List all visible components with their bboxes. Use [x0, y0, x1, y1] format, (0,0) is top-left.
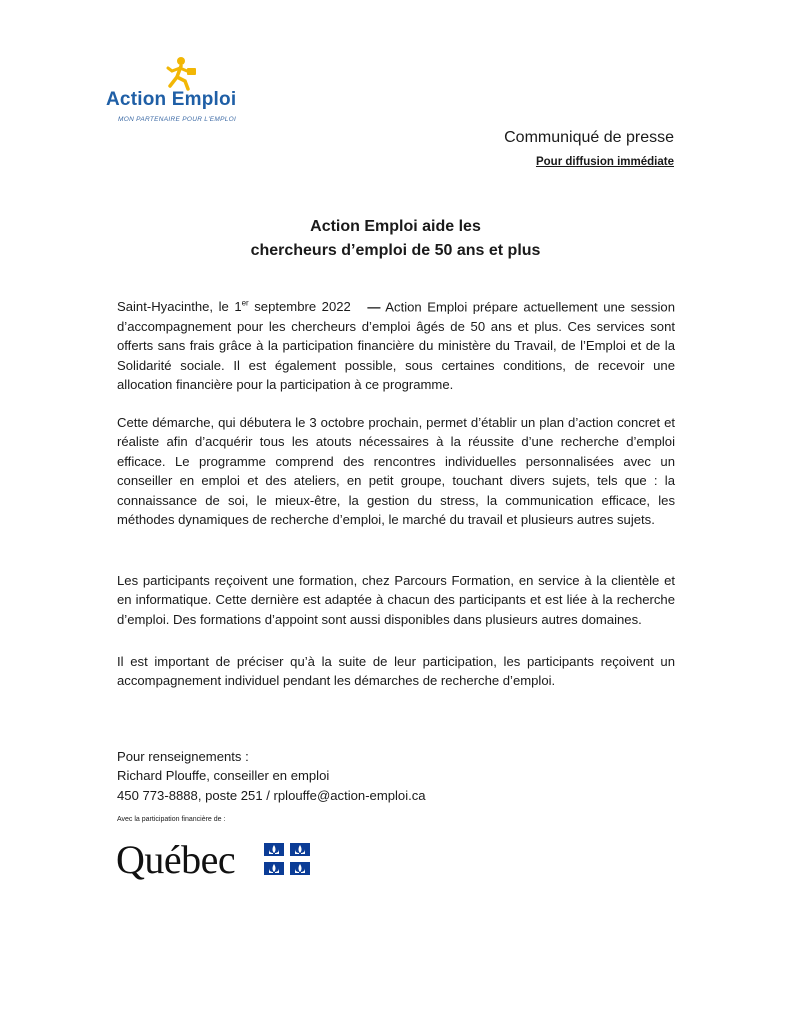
contact-block — [117, 747, 675, 805]
contact-phone-email: 450 773-8888, poste 251 / rplouffe@action-emploi.ca — [117, 787, 426, 803]
paragraph-2: Cette démarche, qui débutera le 3 octobre prochain, permet d’établir un plan d’action concret et réaliste afin d’acquérir tous les atouts nécessaires à la réussite d’une recherche d’emploi efficace. Le programme comprend des rencontres individuelles personnalisées avec un conseiller en emploi et des ateliers, en petit groupe, touchant divers sujets, tels que : la connaissance de soi, le mieux-être, la gestion du stress, la communication efficace, les méthodes dynamiques de recherche d’emploi, le marché du travail et plusieurs autres sujets. — [117, 415, 675, 528]
quebec-fleurdelise-icon — [264, 843, 310, 875]
running-person-icon — [154, 56, 206, 92]
paragraph-1: Saint-Hyacinthe, le 1er septembre 2022 — Action Emploi prépare actuellement une session d’accompagnement pour les chercheurs d’emploi âgés de 50 ans et plus. Ces services sont offerts sans frais grâce à la participation financière du ministère du Travail, de l’Emploi et de la Solidarité sociale. Il est également possible, sous certaines conditions, de recevoir une allocation financière pour la participation à ce programme. — [117, 299, 675, 392]
quebec-wordmark: Québec — [116, 837, 236, 882]
headline-line-2: chercheurs d’emploi de 50 ans et plus — [250, 242, 541, 259]
headline-line-1: Action Emploi aide les — [310, 218, 481, 235]
logo-name: Action Emploi — [106, 89, 237, 110]
paragraph-3: Les participants reçoivent une formation, chez Parcours Formation, en service à la clientèle et en informatique. Cette dernière est adaptée à chacun des participants et est liée à la recherche d’emploi. Des formations d’appoint sont aussi disponibles dans plusieurs autres domaines. — [117, 573, 675, 627]
em-dash: — — [367, 299, 381, 315]
contact-person: Richard Plouffe, conseiller en emploi — [117, 768, 330, 784]
press-release-title: Communiqué de presse — [504, 129, 674, 146]
logo-tagline: MON PARTENAIRE POUR L'EMPLOI — [118, 116, 237, 123]
paragraph-4: Il est important de préciser qu’à la suite de leur participation, les participants reçoivent un accompagnement individuel pendant les démarches de recherche d’emploi. — [117, 654, 675, 689]
action-emploi-logo — [106, 56, 256, 128]
dateline: Saint-Hyacinthe, le 1er septembre 2022 — [117, 299, 351, 315]
immediate-release-label: Pour diffusion immédiate — [535, 156, 674, 168]
funding-label: Avec la participation financière de : — [117, 816, 226, 823]
contact-heading: Pour renseignements : — [117, 749, 249, 764]
